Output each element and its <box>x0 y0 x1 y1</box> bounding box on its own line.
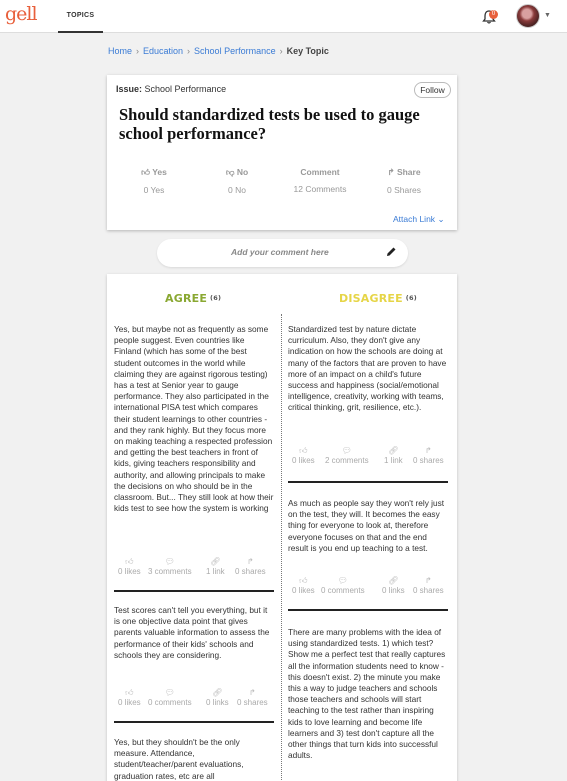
stat-share-text: Share <box>396 167 421 177</box>
disagree-post <box>288 498 448 554</box>
issue-stats <box>119 167 449 193</box>
disagree-post <box>288 324 448 414</box>
post-text: Standardized test by nature dictate curriculum. Also, they don't give any indication on how the schools are doing at many of the factors that are proven to have more of an impact on a child's future success and happiness (social/emotional intelligence, creativity, working with teams, critical thinking, grit, resilience, etc.). <box>288 324 447 413</box>
link-icon: 🔗︎ <box>388 446 399 455</box>
issue-category[interactable]: School Performance <box>144 84 227 94</box>
debate-panel <box>107 274 457 781</box>
post-text: As much as people say they won't rely just on the test, they will. It becomes the easy thing for everyone to look at, therefore everyone focuses on that and the end result is you end up teaching to a test. <box>288 498 445 553</box>
post-actions <box>114 557 274 579</box>
agree-post <box>114 737 274 781</box>
stat-share-value: 0 Shares <box>386 185 422 195</box>
comment-action[interactable] <box>148 557 192 576</box>
comment-input[interactable] <box>157 239 408 267</box>
post-actions <box>114 688 274 710</box>
like-action[interactable] <box>118 688 141 707</box>
chevron-down-icon: ⌄ <box>437 214 445 224</box>
breadcrumb-education[interactable]: Education <box>143 46 184 56</box>
stat-comment-label: Comment <box>300 167 340 177</box>
stat-yes-text: Yes <box>152 167 167 177</box>
link-icon: 🔗︎ <box>210 557 221 566</box>
top-nav <box>0 0 567 33</box>
agree-heading-text: AGREE <box>165 292 208 305</box>
stat-share-label <box>369 167 439 178</box>
breadcrumb-separator: › <box>279 46 283 56</box>
link-count: 0 links <box>382 586 405 595</box>
comment-count: 0 comments <box>148 698 192 707</box>
breadcrumb-home[interactable]: Home <box>108 46 133 56</box>
breadcrumb-separator: › <box>136 46 140 56</box>
stat-yes-label <box>119 167 189 178</box>
notification-badge: 0 <box>489 10 498 19</box>
gell-logo[interactable]: gell <box>5 3 37 25</box>
thumbs-up-icon: 👍︎ <box>125 688 134 697</box>
issue-card <box>107 75 457 230</box>
share-icon: ↱ <box>424 576 432 585</box>
tab-topics[interactable]: TOPICS <box>58 0 103 33</box>
like-count: 0 likes <box>118 698 141 707</box>
link-action[interactable] <box>206 557 225 576</box>
like-count: 0 likes <box>292 456 315 465</box>
breadcrumb-school-performance[interactable]: School Performance <box>194 46 276 56</box>
agree-post <box>114 324 274 514</box>
post-divider <box>114 721 274 723</box>
share-action[interactable] <box>237 688 268 707</box>
pencil-icon[interactable] <box>385 246 397 258</box>
link-icon: 🔗︎ <box>212 688 223 697</box>
comment-icon: 💬︎ <box>337 576 348 585</box>
issue-title: Should standardized tests be used to gauge school performance? <box>119 105 420 143</box>
post-actions <box>288 446 448 468</box>
stat-comment-value: 12 Comments <box>293 184 347 194</box>
like-count: 0 likes <box>118 567 141 576</box>
comment-icon: 💬︎ <box>164 557 175 566</box>
link-icon: 🔗︎ <box>388 576 399 585</box>
like-action[interactable] <box>292 446 315 465</box>
stat-no[interactable] <box>202 167 272 195</box>
agree-post <box>114 605 274 661</box>
breadcrumb <box>108 46 329 56</box>
issue-label <box>116 84 226 94</box>
post-divider <box>288 481 448 483</box>
share-icon: ↱ <box>387 167 395 177</box>
comment-action[interactable] <box>325 446 369 465</box>
share-icon: ↱ <box>424 446 432 455</box>
link-action[interactable] <box>382 576 405 595</box>
thumbs-up-icon: 👍︎ <box>141 167 150 177</box>
post-text: Test scores can't tell you everything, but it is one objective data point that gives parents valuable information to assess the performance of their kids' schools and schools they are considering. <box>114 605 270 660</box>
avatar[interactable] <box>516 4 540 28</box>
disagree-post <box>288 627 448 761</box>
stat-share[interactable] <box>369 167 439 195</box>
share-icon: ↱ <box>246 557 254 566</box>
disagree-heading <box>339 292 417 305</box>
chevron-down-icon[interactable]: ▼ <box>544 12 551 19</box>
share-icon: ↱ <box>248 688 256 697</box>
thumbs-up-icon: 👍︎ <box>299 446 308 455</box>
comment-count: 3 comments <box>148 567 192 576</box>
breadcrumb-current: Key Topic <box>286 46 329 56</box>
like-count: 0 likes <box>292 586 315 595</box>
attach-link[interactable] <box>393 214 445 225</box>
share-count: 0 shares <box>237 698 268 707</box>
comment-action[interactable] <box>321 576 365 595</box>
like-action[interactable] <box>118 557 141 576</box>
disagree-heading-text: DISAGREE <box>339 292 403 305</box>
agree-heading <box>165 292 221 305</box>
post-divider <box>288 609 448 611</box>
post-text: Yes, but maybe not as frequently as some people suggest. Even countries like Finland (which has some of the best student outcomes in the world while claiming they are against rigorous testing) has a test at Senior year to gauge performance. They also participated in the international PISA test which compares their student learnings to other countries - and they rank highly. But they focus more on making teaching a respected profession and getting the best teachers in front of kids, giving teachers responsibility and authority, and allowing principals to make the decisions on who should be in the classroom. But... They still look at how their kids test to see how the system is working <box>114 324 274 514</box>
share-count: 0 shares <box>413 586 444 595</box>
share-count: 0 shares <box>235 567 266 576</box>
comment-count: 2 comments <box>325 456 369 465</box>
share-action[interactable] <box>413 446 444 465</box>
thumbs-down-icon: 👎︎ <box>225 167 235 177</box>
link-action[interactable] <box>206 688 229 707</box>
like-action[interactable] <box>292 576 315 595</box>
share-count: 0 shares <box>413 456 444 465</box>
thumbs-up-icon: 👍︎ <box>299 576 308 585</box>
post-text: There are many problems with the idea of using standardized tests. 1) which test? Show me a perfect test that really captures all the information students need to know - this doesn't exist. 2) the minute you make this a way to judge teachers and schools those teachers and schools will start teaching to the test rather than inspiring kids to love learning and become life learners and 3) test don't capture all the other things that turn kids into successful adults. <box>288 627 446 761</box>
stat-no-text: No <box>236 167 249 177</box>
share-action[interactable] <box>413 576 444 595</box>
thumbs-up-icon: 👍︎ <box>125 557 134 566</box>
stat-no-value: 0 No <box>228 185 246 195</box>
attach-link-label: Attach Link <box>393 214 436 224</box>
post-actions <box>288 576 448 598</box>
agree-count: (6) <box>210 294 222 302</box>
comment-action[interactable] <box>148 688 192 707</box>
comment-icon: 💬︎ <box>164 688 175 697</box>
post-text: Yes, but they shouldn't be the only measure. Attendance, student/teacher/parent evaluations, graduation rates, etc are all <box>114 737 244 781</box>
link-count: 0 links <box>206 698 229 707</box>
follow-button[interactable]: Follow <box>414 82 451 98</box>
stat-yes[interactable] <box>119 167 189 195</box>
column-divider <box>281 314 282 781</box>
link-action[interactable] <box>384 446 403 465</box>
share-action[interactable] <box>235 557 266 576</box>
link-count: 1 link <box>384 456 403 465</box>
comment-count: 0 comments <box>321 586 365 595</box>
post-divider <box>114 590 274 592</box>
disagree-count: (6) <box>405 294 417 302</box>
link-count: 1 link <box>206 567 225 576</box>
comment-placeholder: Add your comment here <box>231 247 329 257</box>
breadcrumb-separator: › <box>187 46 191 56</box>
issue-label-prefix: Issue: <box>116 84 143 94</box>
stat-yes-value: 0 Yes <box>143 185 165 195</box>
stat-comment[interactable] <box>285 167 355 194</box>
comment-icon: 💬︎ <box>341 446 352 455</box>
stat-no-label <box>202 167 272 178</box>
